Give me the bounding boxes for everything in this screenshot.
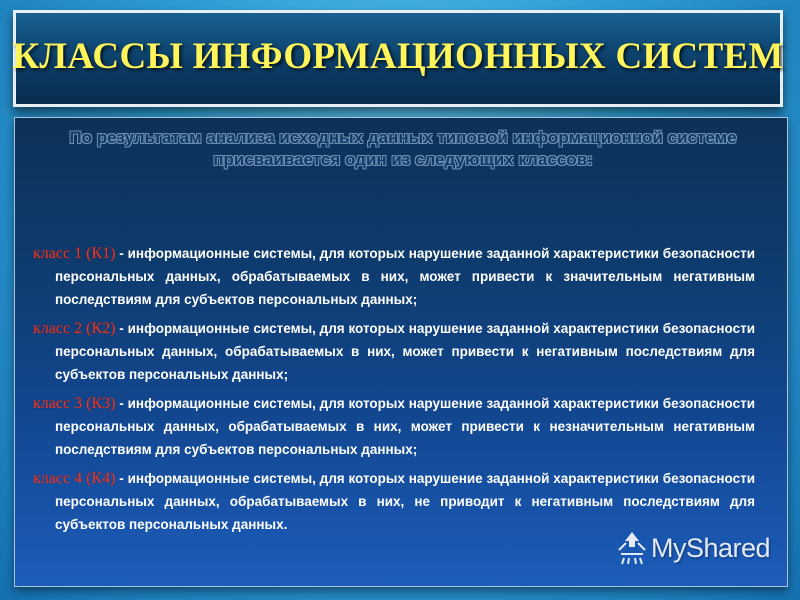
class-item-k1 (33, 242, 755, 311)
class-list (33, 242, 755, 536)
content-panel (14, 117, 788, 587)
class-separator: - (115, 246, 128, 261)
class-item-k3 (33, 392, 755, 461)
class-label-k3: класс 3 (К3) (33, 395, 116, 412)
class-description-k2: информационные системы, для которых нарушение заданной характеристики безопасности персональных данных, обрабатываемых в них, может привести к негативным последствиям для субъектов персональных данных; (55, 321, 756, 382)
slide-title: КЛАССЫ ИНФОРМАЦИОННЫХ СИСТЕМ (12, 36, 784, 77)
class-label-k2: класс 2 (К2) (33, 320, 116, 337)
class-item-k2 (33, 317, 755, 386)
class-description-k4: информационные системы, для которых нарушение заданной характеристики безопасности персональных данных, обрабатываемых в них, не приводит к негативным последствиям для субъектов персональных данных. (55, 471, 756, 532)
myshared-watermark (617, 530, 770, 566)
intro-text: По результатам анализа исходных данных типовой информационной системе присваивается один из следующих классов: (69, 128, 737, 169)
class-description-k3: информационные системы, для которых нарушение заданной характеристики безопасности персональных данных, обрабатываемых в них, может привести к незначительным негативным последствиям для субъектов персональных данных; (55, 396, 756, 457)
class-description-k1: информационные системы, для которых нарушение заданной характеристики безопасности персональных данных, обрабатываемых в них, может привести к значительным негативным последствиям для субъектов персональных данных; (55, 246, 756, 307)
class-label-k4: класс 4 (К4) (33, 470, 116, 487)
class-item-k4 (33, 467, 755, 536)
myshared-logo-icon (617, 530, 647, 566)
class-label-k1: класс 1 (К1) (33, 245, 116, 262)
title-bar (13, 10, 783, 107)
class-separator: - (115, 396, 128, 411)
class-separator: - (115, 321, 128, 336)
class-separator: - (115, 471, 128, 486)
watermark-text: MyShared (651, 532, 771, 563)
